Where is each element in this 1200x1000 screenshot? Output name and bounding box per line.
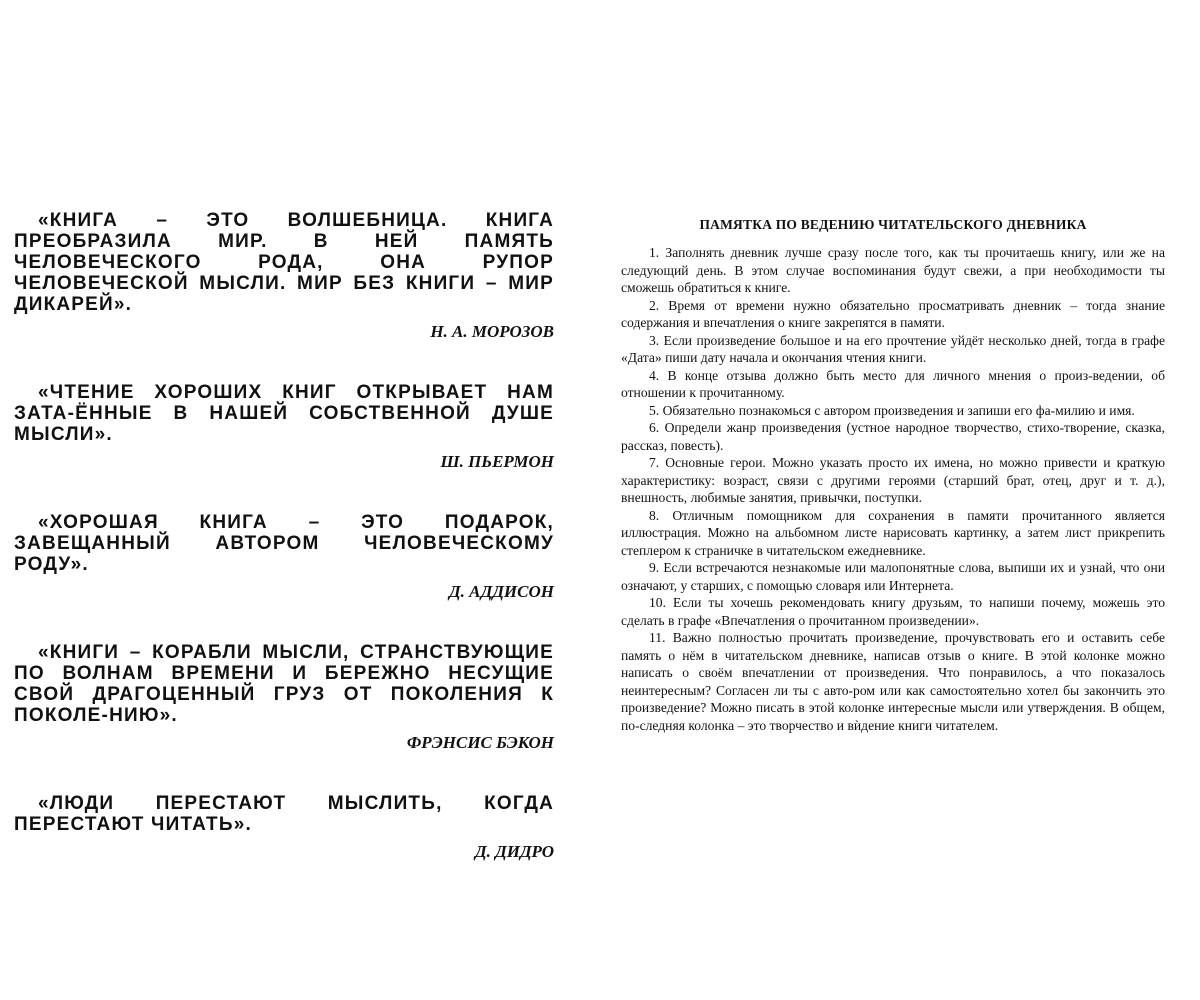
- memo-item-3: 3. Если произведение большое и на его прочтение уйдёт несколько дней, тогда в графе «Дата» пиши дату начала и окончания чтения книги.: [621, 332, 1165, 365]
- quote-morozov: [14, 210, 554, 342]
- quote-text: «ХОРОШАЯ КНИГА – ЭТО ПОДАРОК, ЗАВЕЩАННЫЙ АВТОРОМ ЧЕЛОВЕЧЕСКОМУ РОДУ».: [14, 512, 554, 575]
- quote-text: «ЛЮДИ ПЕРЕСТАЮТ МЫСЛИТЬ, КОГДА ПЕРЕСТАЮТ ЧИТАТЬ».: [14, 793, 554, 835]
- quote-author: ФРЭНСИС БЭКОН: [406, 733, 554, 752]
- quote-addison: [14, 512, 554, 602]
- memo-item-11: 11. Важно полностью прочитать произведение, прочувствовать его и оставить себе память о нём в читательском дневнике, написав отзыв о книге. В этой колонке можно написать о своём впечатлении от произведения. Что понравилось, а что показалось неинтересным? Согласен ли ты с авто-ром или как самостоятельно хотел бы закончить это произведение? Можно писать в этой колонке интересные мысли или утверждения. В общем, по-следняя колонка – это творчество и вѝдение книги читателем.: [621, 630, 1165, 733]
- memo-page: [621, 216, 1165, 734]
- memo-item-10: 10. Если ты хочешь рекомендовать книгу друзьям, то напиши почему, можешь это сделать в графе «Впечатления о прочитанном произведении».: [621, 595, 1165, 628]
- memo-item-6: 6. Определи жанр произведения (устное народное творчество, стихо-творение, сказка, рассказ, повесть).: [621, 420, 1165, 453]
- memo-item-2: 2. Время от времени нужно обязательно просматривать дневник – тогда знание содержания и впечатления о книге закрепятся в памяти.: [621, 297, 1165, 330]
- quote-author: Д. АДДИСОН: [449, 582, 554, 601]
- memo-item-8: 8. Отличным помощником для сохранения в памяти прочитанного является иллюстрация. Можно на альбомном листе нарисовать картинку, а затем лист прикрепить степлером к страничке в читательском ежедневнике.: [621, 507, 1165, 558]
- quote-text: «КНИГИ – КОРАБЛИ МЫСЛИ, СТРАНСТВУЮЩИЕ ПО ВОЛНАМ ВРЕМЕНИ И БЕРЕЖНО НЕСУЩИЕ СВОЙ ДРАГОЦЕННЫЙ ГРУЗ ОТ ПОКОЛЕНИЯ К ПОКОЛЕ-НИЮ».: [14, 642, 554, 726]
- memo-item-7: 7. Основные герои. Можно указать просто их имена, но можно привести и краткую характеристику: возраст, связи с другими героями (старший брат, отец, друг и т. д.), внешность, любимые занятия, привычки, поступки.: [621, 455, 1165, 505]
- quotes-page: [14, 210, 554, 902]
- quote-text: «КНИГА – ЭТО ВОЛШЕБНИЦА. КНИГА ПРЕОБРАЗИЛА МИР. В НЕЙ ПАМЯТЬ ЧЕЛОВЕЧЕСКОГО РОДА, ОНА РУПОР ЧЕЛОВЕЧЕСКОЙ МЫСЛИ. МИР БЕЗ КНИГИ – МИР ДИКАРЕЙ».: [14, 210, 554, 315]
- memo-item-4: 4. В конце отзыва должно быть место для личного мнения о произ-ведении, об отношении к прочитанному.: [621, 367, 1165, 400]
- quote-author: Д. ДИДРО: [475, 842, 554, 861]
- quote-piermon: [14, 382, 554, 472]
- quote-text: «ЧТЕНИЕ ХОРОШИХ КНИГ ОТКРЫВАЕТ НАМ ЗАТА-ЁННЫЕ В НАШЕЙ СОБСТВЕННОЙ ДУШЕ МЫСЛИ».: [14, 382, 554, 445]
- memo-item-1: 1. Заполнять дневник лучше сразу после того, как ты прочитаешь книгу, или же на следующий день. В этом случае воспоминания будут свежи, а при необходимости ты сможешь обратиться к книге.: [621, 245, 1165, 295]
- quote-author: Н. А. МОРОЗОВ: [430, 322, 554, 341]
- quote-bacon: [14, 642, 554, 753]
- memo-title: ПАМЯТКА ПО ВЕДЕНИЮ ЧИТАТЕЛЬСКОГО ДНЕВНИКА: [699, 217, 1087, 232]
- quote-author: Ш. ПЬЕРМОН: [440, 452, 554, 471]
- quote-diderot: [14, 793, 554, 862]
- memo-item-5: 5. Обязательно познакомься с автором произведения и запиши его фа-милию и имя.: [649, 402, 1135, 418]
- memo-item-9: 9. Если встречаются незнакомые или малопонятные слова, выпиши их и узнай, что они означают, у старших, с помощью словаря или Интернета.: [621, 560, 1165, 593]
- memo-list: [621, 244, 1165, 734]
